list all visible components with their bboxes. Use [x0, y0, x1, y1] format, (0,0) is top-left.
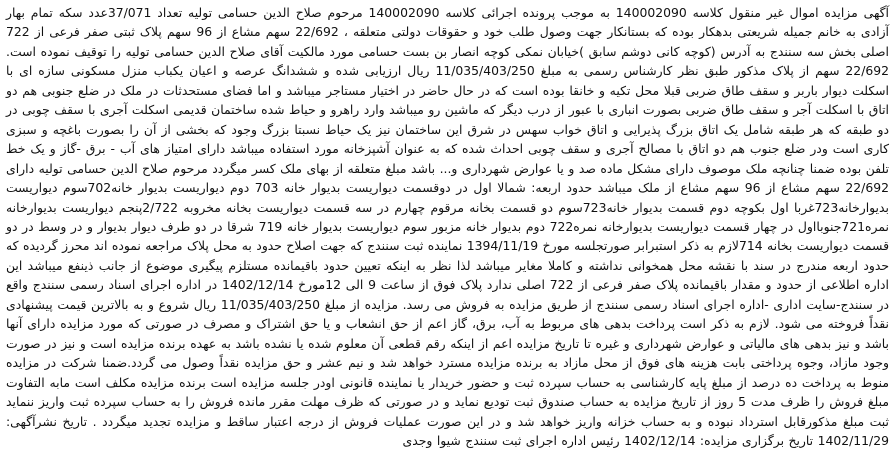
notice-body-text: آگهی مزایده اموال غیر منقول کلاسه 140002090 به موجب پرونده اجرائی کلاسه 140002090 مرحوم صلاح الدین حسامی تولیه تعداد 37/071عدد سکه تمام بهار آزادی به خانم جمیله شریعتی بدهکار بوده که بستانکار جهت وصول طلب خود و حقوقات دولتی متعلقه ، 22/692 سهم مشاع از 96 سهم پلاک ثبتی صفر فرعی از 722 اصلی بخش سه سنندج به آدرس (کوچه کانی دوشم سابق )خیابان نمکی کوچه انصار بن بست حسامی مورد مالکیت آقای صلاح الدین حسامی تولیه را توقیف نموده است. 22/692 سهم از پلاک مذکور طبق نظر کارشناس رسمی به مبلغ 11/035/403/250 ریال ارزیابی شده و ششدانگ عرصه و اعیان یکباب منزل مسکونی سازه ای با اسکلت دیوار باربر و سقف طاق ضربی قبلا محل تکیه و خانقا بوده است که در حال حاضر در اختیار مستاجر میباشد و اما فضای مستحدثات در ملک در ضلع جنوبی هم دو اتاق با اسکلت آجر و سقف طاق ضربی بصورت انباری با عبور از درب دیگر که ماشین رو میباشد وارد راهرو و حیاط شده ساختمان قدیمی اسکلت آجری با سقف چوبی در دو طبقه که هر طبقه شامل یک اتاق بزرگ پذیرایی و اتاق خواب سهس در شرق این ساختمان نیز یک حیاط نسبتا بزرگ وجود که بخشی از آن را بصورت باغچه و سبزی کاری است ودر ضلع جنوب هم دو اتاق با مصالح آجری و سقف چوبی احداث شده که به عنوان آشپزخانه مورد استفاده میباشد دارای امتیاز های آب - برق -گاز و یک خط تلفن بوده ضمنا چنانچه ملک موصوف دارای مشکل ماده صد و یا عوارض شهرداری و... باشد مبلغ متعلقه از بهای ملک کسر میگردد مرحوم صلاح الدین حسامی تولیه دارای 22/692 سهم مشاع از 96 سهم مشاع از ملک میباشد حدود اربعه: شمالا اول در دوقسمت دیواریست بدیوار خانه 703 دوم دیواریست بدیوار خانه702سوم دیواریست بدیوارخانه723غربا اول بکوچه دوم قسمت بدیوار خانه723سوم دو قسمت بخانه مرقوم چهارم در سه قسمت دیواریست بخانه مخروبه 2/722پنجم دیواریست بدیوارخانه نمره721جنوبااول در چهار قسمت دیواریست بدیوارخانه نمره722 دوم بدیوار خانه مزبور سوم دیواریست بدیوار خانه 719 شرقا در دو طرف دیوار بدیوار و در وسط در دو قسمت دیواریست بخانه 714لازم به ذکر استبرابر صورتجلسه مورخ 1394/11/19 نماینده ثبت سنندج که جهت اصلاح حدود به محل پلاک مراجعه نموده اند محرز گردیده که حدود اربعه مندرج در سند با نقشه محل همخوانی نداشته و کاملا مغایر میباشد لذا نظر به اینکه تعیین حدود باقیمانده مستلزم پیگیری موضوع از جانب ذینفع میباشد این اداره اطلاعی از حدود و مقدار باقیمانده پلاک صفر فرعی از 722 اصلی ندارد پلاک فوق از ساعت 9 الی 12مورخ 1402/12/14 در اداره اجرای اسناد رسمی سنندج واقع در سنندج-سایت اداری -اداره اجرای اسناد رسمی سنندج از طریق مزایده به فروش می رسد. مزایده از مبلغ 11/035/403/250 ریال شروع و به بالاترین قیمت پیشنهادی نقداً فروخته می شود. لازم به ذکر است پرداخت بدهی های مربوط به آب، برق، گاز اعم از حق انشعاب و یا حق اشتراک و مصرف در صورتی که مورد مزایده دارای آنها باشد و نیز بدهی های مالیاتی و عوارض شهرداری و غیره تا تاریخ مزایده اعم از اینکه رقم قطعی آن معلوم شده یا نشده باشد به عهده برنده مزایده است و نیز در صورت وجود مازاد، وجوه پرداختی بابت هزینه های فوق از محل مازاد به برنده مزایده مسترد خواهد شد و نیم عشر و حق مزایده نقداً وصول می گردد.ضمنا شرکت در مزایده منوط به پرداخت ده درصد از مبلغ پایه کارشناسی به حساب سپرده ثبت و حضور خریدار یا نماینده قانونی اودر جلسه مزایده است برنده مزایده مکلف است مابه التفاوت مبلغ فروش را ظرف مدت 5 روز از تاریخ مزایده به حساب صندوق ثبت تودیع نماید و در صورتی که ظرف مهلت مقرر مانده فروش را به حساب سپرده ثبت واریز ننماید ثبت مبلغ مذکورقابل استرداد نبوده و به حساب خزانه واریز خواهد شد و در این صورت عملیات فروش از درجه اعتبار ساقط و مزایده تجدید میگردد . تاریخ نشرآگهی: 1402/11/29 تاریخ برگزاری مزایده: 1402/12/14 رئیس اداره اجرای ثبت سنندج شیوا وجدی [6, 5, 890, 448]
